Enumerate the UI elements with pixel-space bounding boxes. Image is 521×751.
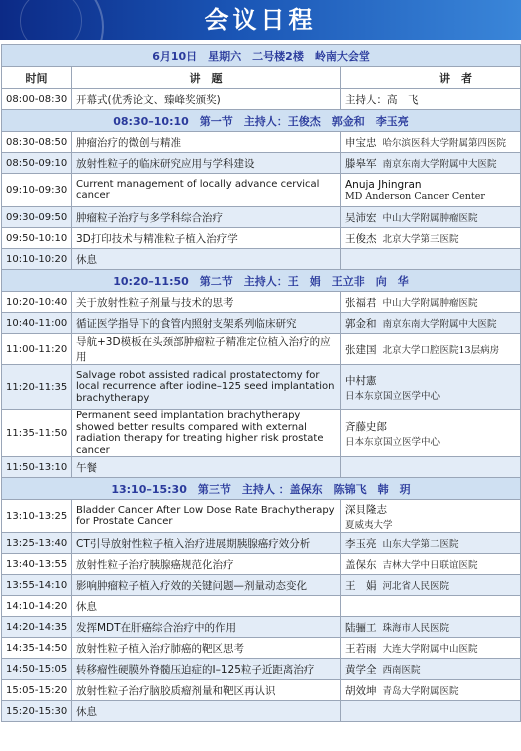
speaker-name: 王若雨 (345, 642, 377, 655)
session-time: 11:20-11:35 (2, 365, 72, 410)
speaker-affiliation: 北京大学口腔医院13层病房 (382, 344, 500, 356)
session-speaker (341, 701, 521, 722)
schedule-row (2, 313, 521, 334)
session-speaker (341, 617, 521, 638)
session-time: 08:00-08:30 (2, 89, 72, 110)
session-speaker (341, 228, 521, 249)
speaker-affiliation: 北京大学第三医院 (382, 233, 459, 245)
page-title: 会议日程 (204, 6, 317, 34)
session-speaker (341, 334, 521, 365)
session-time: 09:50-10:10 (2, 228, 72, 249)
section-heading-row (2, 110, 521, 132)
session-time: 10:40-11:00 (2, 313, 72, 334)
session-speaker (341, 89, 521, 110)
session-speaker (341, 174, 521, 207)
session-time: 15:05-15:20 (2, 680, 72, 701)
session-speaker (341, 313, 521, 334)
day-heading: 6月10日 星期六 二号楼2楼 岭南大会堂 (2, 45, 521, 67)
session-topic: 肿瘤粒子治疗与多学科综合治疗 (72, 207, 341, 228)
schedule-row (2, 638, 521, 659)
schedule-row (2, 249, 521, 270)
speaker-name: 陆骊工 (345, 621, 377, 634)
session-speaker (341, 249, 521, 270)
speaker-name: 张福君 (345, 296, 377, 309)
session-time: 14:50-15:05 (2, 659, 72, 680)
schedule-row (2, 596, 521, 617)
session-topic: 放射性粒子治疗脑胶质瘤剂量和靶区再认识 (72, 680, 341, 701)
schedule-row (2, 174, 521, 207)
session-topic: 放射性粒子植入治疗肺癌的靶区思考 (72, 638, 341, 659)
schedule-table (1, 44, 521, 722)
column-header-speaker: 讲 者 (341, 67, 521, 89)
session-speaker (341, 500, 521, 533)
session-topic: 3D打印技术与精准粒子植入治疗学 (72, 228, 341, 249)
speaker-name: 申宝忠 (345, 136, 377, 149)
speaker-name: 王俊杰 (345, 232, 377, 245)
session-time: 08:30-08:50 (2, 132, 72, 153)
session-topic: 影响肿瘤粒子植入疗效的关键问题—剂量动态变化 (72, 575, 341, 596)
session-speaker (341, 132, 521, 153)
session-topic: 休息 (72, 596, 341, 617)
session-time: 11:50-13:10 (2, 457, 72, 478)
schedule-row (2, 365, 521, 410)
speaker-affiliation: 吉林大学中日联谊医院 (382, 559, 478, 571)
speaker-name: Anuja Jhingran (345, 178, 422, 191)
session-topic: 放射性粒子的临床研究应用与学科建设 (72, 153, 341, 174)
speaker-affiliation: 南京东南大学附属中大医院 (382, 318, 497, 330)
session-topic: 休息 (72, 701, 341, 722)
speaker-name: 黄学全 (345, 663, 377, 676)
session-speaker (341, 638, 521, 659)
section-heading: 08:30–10:10 第一节 主持人：王俊杰 郭金和 李玉亮 (2, 110, 521, 132)
session-time: 15:20-15:30 (2, 701, 72, 722)
session-speaker (341, 153, 521, 174)
session-topic: 循证医学指导下的食管内照射支架系列临床研究 (72, 313, 341, 334)
section-heading: 10:20–11:50 第二节 主持人：王 娟 王立非 向 华 (2, 270, 521, 292)
column-header-topic: 讲 题 (72, 67, 341, 89)
speaker-name: 滕皋军 (345, 157, 377, 170)
column-header-row (2, 67, 521, 89)
speaker-affiliation: 哈尔滨医科大学附属第四医院 (382, 137, 507, 149)
speaker-affiliation: 山东大学第二医院 (382, 538, 459, 550)
session-time: 10:20-10:40 (2, 292, 72, 313)
speaker-name: 张建国 (345, 343, 377, 356)
session-topic: 休息 (72, 249, 341, 270)
session-topic: Salvage robot assisted radical prostatectomy for local recurrence after iodine–125 seed implantation brachytherapy (72, 365, 341, 410)
schedule-row (2, 659, 521, 680)
speaker-name: 胡效坤 (345, 684, 377, 697)
session-topic: CT引导放射性粒子植入治疗进展期胰腺癌疗效分析 (72, 533, 341, 554)
speaker-affiliation: MD Anderson Cancer Center (345, 190, 485, 202)
speaker-affiliation: 青岛大学附属医院 (382, 685, 459, 697)
speaker-affiliation: 西南医院 (382, 664, 421, 676)
session-topic: 开幕式(优秀论文、臻峰奖颁奖) (72, 89, 341, 110)
session-time: 11:35-11:50 (2, 410, 72, 457)
session-speaker (341, 457, 521, 478)
speaker-name: 李玉亮 (345, 537, 377, 550)
session-topic: Permanent seed implantation brachytherapy showed better results compared with external radiation therapy for treating higher risk prostate cancer (72, 410, 341, 457)
section-heading-row (2, 270, 521, 292)
schedule-row (2, 575, 521, 596)
session-time: 13:10-13:25 (2, 500, 72, 533)
schedule-row (2, 292, 521, 313)
speaker-name: 郭金和 (345, 317, 377, 330)
session-time: 13:55-14:10 (2, 575, 72, 596)
session-time: 14:10-14:20 (2, 596, 72, 617)
session-speaker (341, 680, 521, 701)
speaker-affiliation: 夏威夷大学 (345, 519, 393, 531)
session-topic: 关于放射性粒子剂量与技术的思考 (72, 292, 341, 313)
section-heading: 13:10–15:30 第三节 主持人 ：盖保东 陈锦飞 韩 玥 (2, 478, 521, 500)
session-speaker (341, 596, 521, 617)
session-time: 09:10-09:30 (2, 174, 72, 207)
schedule-row (2, 500, 521, 533)
schedule-row (2, 533, 521, 554)
session-speaker (341, 533, 521, 554)
schedule-row (2, 153, 521, 174)
speaker-affiliation: 中山大学附属肿瘤医院 (382, 212, 478, 224)
session-time: 10:10-10:20 (2, 249, 72, 270)
speaker-name: 王 娟 (345, 579, 377, 592)
session-topic: 午餐 (72, 457, 341, 478)
schedule-row (2, 89, 521, 110)
speaker-name: 盖保东 (345, 558, 377, 571)
session-time: 08:50-09:10 (2, 153, 72, 174)
session-topic: 放射性粒子治疗胰腺癌规范化治疗 (72, 554, 341, 575)
speaker-affiliation: 南京东南大学附属中大医院 (382, 158, 497, 170)
session-speaker (341, 365, 521, 410)
session-topic: 发挥MDT在肝癌综合治疗中的作用 (72, 617, 341, 638)
session-time: 11:00-11:20 (2, 334, 72, 365)
session-topic: Bladder Cancer After Low Dose Rate Brachytherapy for Prostate Cancer (72, 500, 341, 533)
session-time: 14:35-14:50 (2, 638, 72, 659)
speaker-name: 深貝隆志 (345, 503, 387, 516)
section-heading-row (2, 478, 521, 500)
speaker-affiliation: 珠海市人民医院 (382, 622, 450, 634)
session-speaker (341, 410, 521, 457)
speaker-name: 吴沛宏 (345, 211, 377, 224)
schedule-row (2, 554, 521, 575)
session-time: 09:30-09:50 (2, 207, 72, 228)
speaker-affiliation: 日本东京国立医学中心 (345, 390, 441, 402)
schedule-row (2, 410, 521, 457)
speaker-name: 主持人：高 飞 (345, 93, 419, 106)
speaker-affiliation: 中山大学附属肿瘤医院 (382, 297, 478, 309)
speaker-affiliation: 日本东京国立医学中心 (345, 436, 441, 448)
session-speaker (341, 554, 521, 575)
session-time: 13:25-13:40 (2, 533, 72, 554)
session-speaker (341, 207, 521, 228)
speaker-name: 中村憲 (345, 374, 377, 387)
schedule-row (2, 132, 521, 153)
session-topic: 导航+3D模板在头颈部肿瘤粒子精准定位植入治疗的应用 (72, 334, 341, 365)
speaker-affiliation: 河北省人民医院 (382, 580, 450, 592)
schedule-row (2, 680, 521, 701)
session-topic: 转移瘤性硬膜外脊髓压迫症的I–125粒子近距离治疗 (72, 659, 341, 680)
schedule-row (2, 228, 521, 249)
session-topic: Current management of locally advance cervical cancer (72, 174, 341, 207)
schedule-row (2, 617, 521, 638)
speaker-name: 斉藤史郎 (345, 420, 387, 433)
schedule-row (2, 701, 521, 722)
session-time: 13:40-13:55 (2, 554, 72, 575)
schedule-row (2, 334, 521, 365)
session-speaker (341, 575, 521, 596)
session-speaker (341, 292, 521, 313)
session-time: 14:20-14:35 (2, 617, 72, 638)
day-heading-row (2, 45, 521, 67)
speaker-affiliation: 大连大学附属中山医院 (382, 643, 478, 655)
page-header (0, 0, 521, 40)
schedule-row (2, 207, 521, 228)
schedule-row (2, 457, 521, 478)
schedule-table-wrap (1, 44, 520, 722)
session-speaker (341, 659, 521, 680)
column-header-time: 时间 (2, 67, 72, 89)
session-topic: 肿瘤治疗的微创与精准 (72, 132, 341, 153)
